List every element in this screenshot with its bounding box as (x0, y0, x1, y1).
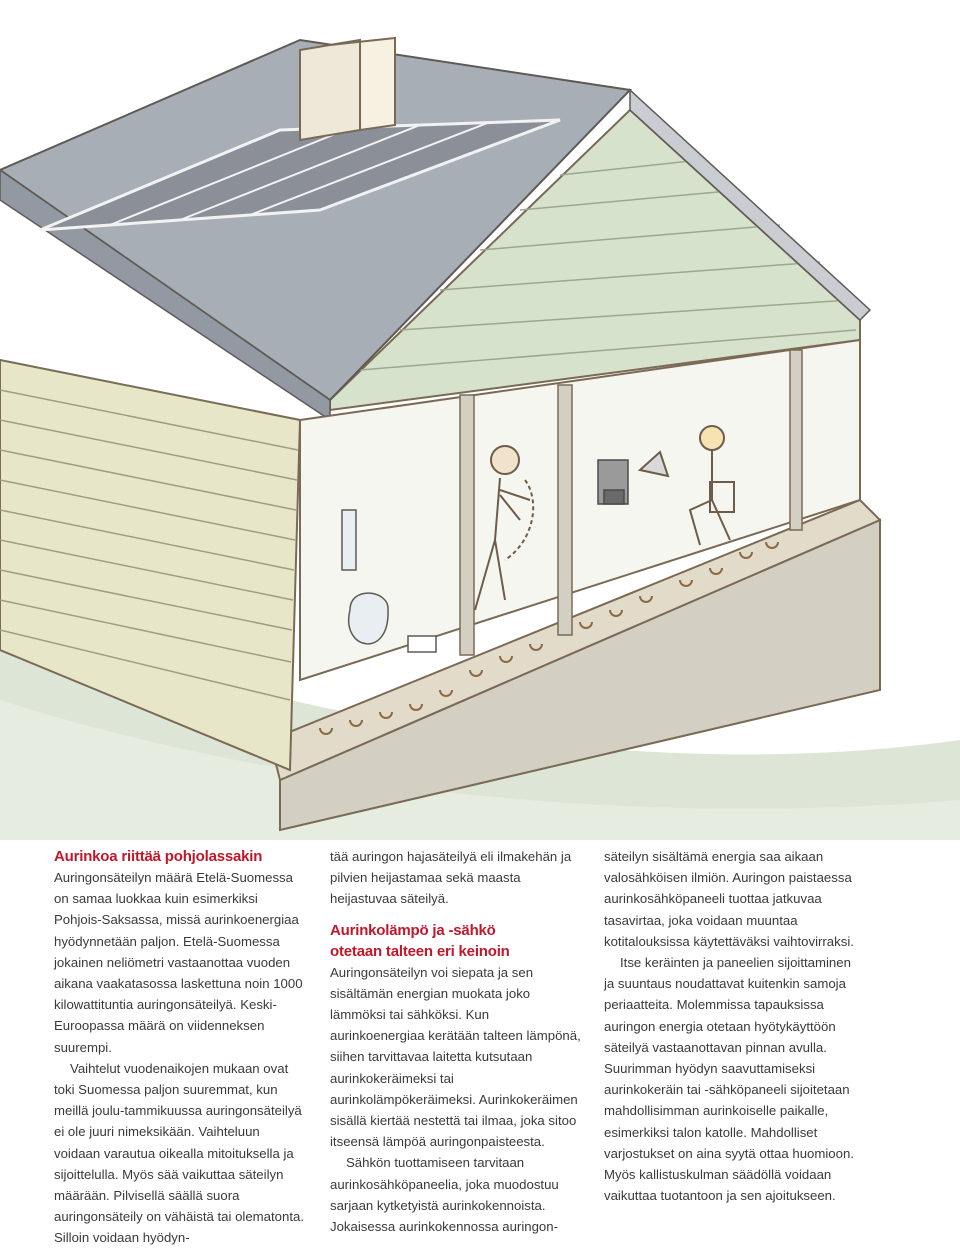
paragraph: Itse keräinten ja paneelien sijoittaminen ja suuntaus noudattavat kuitenkin samoja periaatteita. Molemmissa tapauksissa auringon energia otetaan hyötykäyttöön säteilyä vastaanottavan pinnan avulla. Suurimman hyödyn saavuttamiseksi aurinkokeräin tai -sähköpaneeli sijoitetaan mahdollisimman aurinkoiselle paikalle, esimerkiksi talon katolle. Mahdolliset varjostukset on aina syytä ottaa huomioon. Myös kallistuskulman säädöllä voidaan vaikuttaa tuotantoon ja sen ajoitukseen. (604, 955, 854, 1204)
section-heading-2-line-1: Aurinkolämpö ja -sähkö (330, 921, 496, 939)
section-heading-1: Aurinkoa riittää pohjolassakin (54, 848, 263, 865)
paragraph: Sähkön tuottamiseen tarvitaan aurinkosähköpaneelia, joka muodostuu sarjaan kytketyistä aurinkokennoista. Jokaisessa aurinkokennossa auringon- (330, 1155, 559, 1235)
chimney-icon (300, 38, 395, 140)
coffee-maker-icon (598, 460, 628, 504)
paragraph: Auringonsäteilyn määrä Etelä-Suomessa on samaa luokkaa kuin esimerkiksi Pohjois-Saksassa, missä aurinkoenergiaa hyödynnetään paljon. Etelä-Suomessa jokainen neliömetri vastaanottaa vuoden aikana vaakatasossa laskettuna noin 1000 kilowattituntia auringonsäteilyä. Keski-Euroopassa määrä on viidenneksen suurempi. (54, 870, 303, 1055)
outlet-icon (408, 636, 436, 652)
paragraph: Auringonsäteilyn voi siepata ja sen sisältämän energian muokata joko lämmöksi tai sähköksi. Kun aurinkoenergiaa kerätään talteen lämpönä, siihen tarvittavaa laitetta kutsutaan aurinkokeräimeksi tai aurinkolämpökeräimeksi. Aurinkokeräimen sisällä kiertää nestettä tai ilmaa, joka sitoo itseensä lämpöä auringonpaisteesta. (330, 964, 581, 1150)
text-column-1 (54, 846, 306, 1249)
section-heading-2-line-2: otetaan talteen eri keinoin (330, 942, 510, 960)
paragraph: tää auringon hajasäteilyä eli ilmakehän ja pilvien heijastamaa sekä maasta heijastuvaa säteilyä. (330, 849, 572, 907)
paragraph: Vaihtelut vuodenaikojen mukaan ovat toki Suomessa paljon suuremmat, kun meillä joulu-tammikuussa auringonsäteilyä ei ole juuri nimeksikään. Vaihteluun voidaan varautua oikealla mitoituksella ja sijoittelulla. Myös sää vaikuttaa säteilyn määrään. Pilvisellä säällä suora auringonsäteily on vähäistä tai olematonta. Silloin voidaan hyödyn- (54, 1060, 304, 1246)
paragraph: säteilyn sisältämä energia saa aikaan valosähköisen ilmiön. Auringon paistaessa aurinkosähköpaneeli tuottaa jatkuvaa tasavirtaa, joka voidaan muuntaa kotitalouksissa käytettäväksi vaihtovirraksi. (604, 849, 854, 949)
text-column-2 (330, 846, 582, 1237)
text-column-3 (604, 846, 856, 1206)
